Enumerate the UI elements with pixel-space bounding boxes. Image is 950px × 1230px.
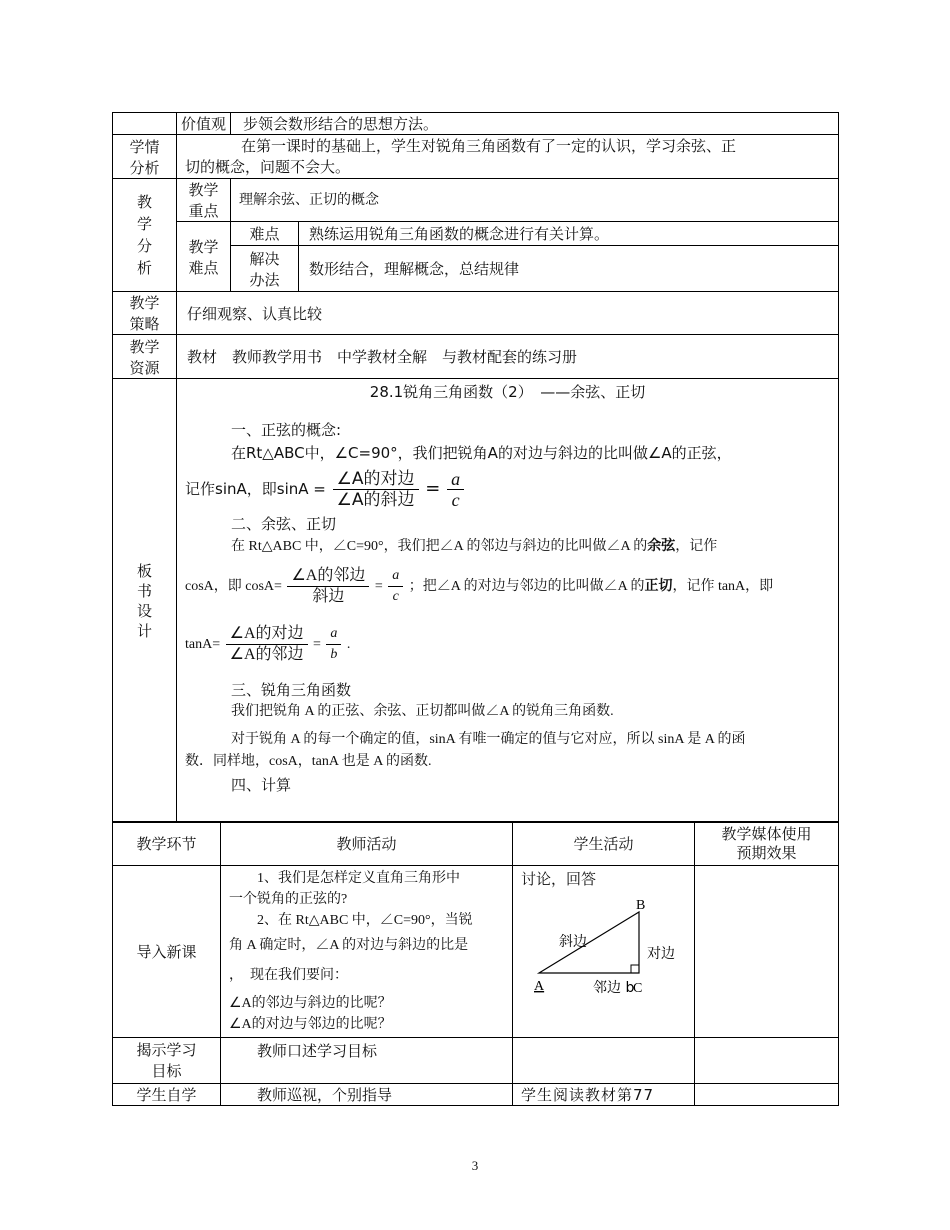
section1-formula: 记作sinA，即sinA = $\frac{\text{∠A的对边}}{\text{∠A的斜边}}$ = $\frac{a}{c}$ — [185, 465, 830, 513]
teaching-analysis-label: 教 学 分 析 — [113, 179, 177, 292]
values-text: 步领会数形结合的思想方法。 — [231, 113, 839, 135]
adjacent-label: 邻边 b — [593, 980, 635, 996]
header-teacher-activity: 教师活动 — [221, 822, 513, 866]
header-stage: 教学环节 — [113, 822, 221, 866]
teacher-activity-self-study: 教师巡视，个别指导 — [221, 1084, 513, 1106]
teacher-activity-objective: 教师口述学习目标 — [221, 1038, 513, 1084]
student-activity-self-study: 学生阅读教材第77 — [513, 1084, 695, 1106]
strategy-text: 仔细观察、认真比较 — [177, 292, 839, 335]
section3-line3: 数．同样地，cosA，tanA 也是 A 的函数. — [185, 754, 432, 769]
section3-heading: 三、锐角三角函数 — [231, 681, 352, 699]
vertex-c-label: C — [633, 981, 643, 996]
section3-line1: 我们把锐角 A 的正弦、余弦、正切都叫做∠A 的锐角三角函数. — [231, 704, 614, 719]
nandian-text: 熟练运用锐角三角函数的概念进行有关计算。 — [299, 222, 839, 246]
media-effect-objective — [695, 1038, 839, 1084]
opposite-label: 对边 — [647, 946, 675, 962]
difficulty-label: 教学 难点 — [177, 222, 231, 292]
resource-label: 教学 资源 — [113, 335, 177, 379]
key-point-text: 理解余弦、正切的概念 — [231, 179, 839, 222]
method-text: 数形结合，理解概念，总结规律 — [299, 246, 839, 292]
header-media-effect: 教学媒体使用 预期效果 — [695, 822, 839, 866]
stage-objective: 揭示学习 目标 — [113, 1038, 221, 1084]
section3-line2: 对于锐角 A 的每一个确定的值，sinA 有唯一确定的值与它对应，所以 sinA 是 A 的函 — [231, 732, 746, 747]
method-label: 解决 办法 — [231, 246, 299, 292]
stage-self-study: 学生自学 — [113, 1084, 221, 1106]
section2-line1: 在 Rt△ABC 中，∠C=90°，我们把∠A 的邻边与斜边的比叫做∠A 的余弦，记作 — [231, 539, 718, 554]
stage-intro: 导入新课 — [113, 866, 221, 1038]
media-effect-intro — [695, 866, 839, 1038]
vertex-b-label: B — [636, 898, 646, 913]
student-analysis-text: 在第一课时的基础上，学生对锐角三角函数有了一定的认识，学习余弦、正 切的概念，问题不会大。 — [177, 135, 839, 179]
section4-heading: 四、计算 — [231, 776, 292, 794]
key-point-label: 教学 重点 — [177, 179, 231, 222]
section2-tan-formula: tanA= $\frac{\text{∠A的对边}}{\text{∠A的邻边}}$ = $\frac{a}{b}$ . — [185, 625, 351, 664]
board-title: 28.1锐角三角函数（2） ——余弦、正切 — [369, 383, 646, 401]
student-activity-objective — [513, 1038, 695, 1084]
board-design-label: 板 书 设 计 — [113, 379, 177, 823]
section1-heading: 一、正弦的概念: — [231, 421, 342, 439]
student-activity-intro: 讨论，回答 B A C 斜边 对边 邻边 b — [513, 866, 695, 1038]
page-number: 3 — [471, 1158, 479, 1173]
student-analysis-label: 学情 分析 — [113, 135, 177, 179]
lesson-plan-table-top — [112, 112, 839, 823]
teacher-activity-intro: 1、我们是怎样定义直角三角形中 一个锐角的正弦的? 2、在 Rt△ABC 中，∠C=90°，当锐 角 A 确定时，∠A 的对边与斜边的比是 ， 现在我们要问： ∠A的邻边与斜边的比呢？ ∠A的对边与邻边的比呢？ — [221, 866, 513, 1038]
resource-text: 教材 教师教学用书 中学教材全解 与教材配套的练习册 — [177, 335, 839, 379]
strategy-label: 教学 策略 — [113, 292, 177, 335]
values-label: 价值观 — [177, 113, 231, 135]
triangle-shape — [539, 912, 639, 973]
nandian-label: 难点 — [231, 222, 299, 246]
section2-cos-formula: cosA，即 cosA= $\frac{\text{∠A的邻边}}{\text{斜边}}$ = $\frac{a}{c}$ ；把∠A 的对边与邻边的比叫做∠A 的正切，记作 tanA，即 — [185, 567, 774, 606]
section1-line1: 在Rt△ABC中，∠C=90°，我们把锐角A的对边与斜边的比叫做∠A的正弦， — [231, 444, 732, 462]
right-angle-mark — [631, 965, 639, 973]
board-design-content — [177, 379, 839, 823]
header-student-activity: 学生活动 — [513, 822, 695, 866]
hypotenuse-label: 斜边 — [559, 934, 587, 950]
right-triangle-figure — [529, 898, 699, 1008]
section2-heading: 二、余弦、正切 — [231, 515, 337, 533]
media-effect-self-study — [695, 1084, 839, 1106]
lesson-process-table — [112, 821, 839, 1106]
vertex-a-label: A — [534, 979, 545, 994]
